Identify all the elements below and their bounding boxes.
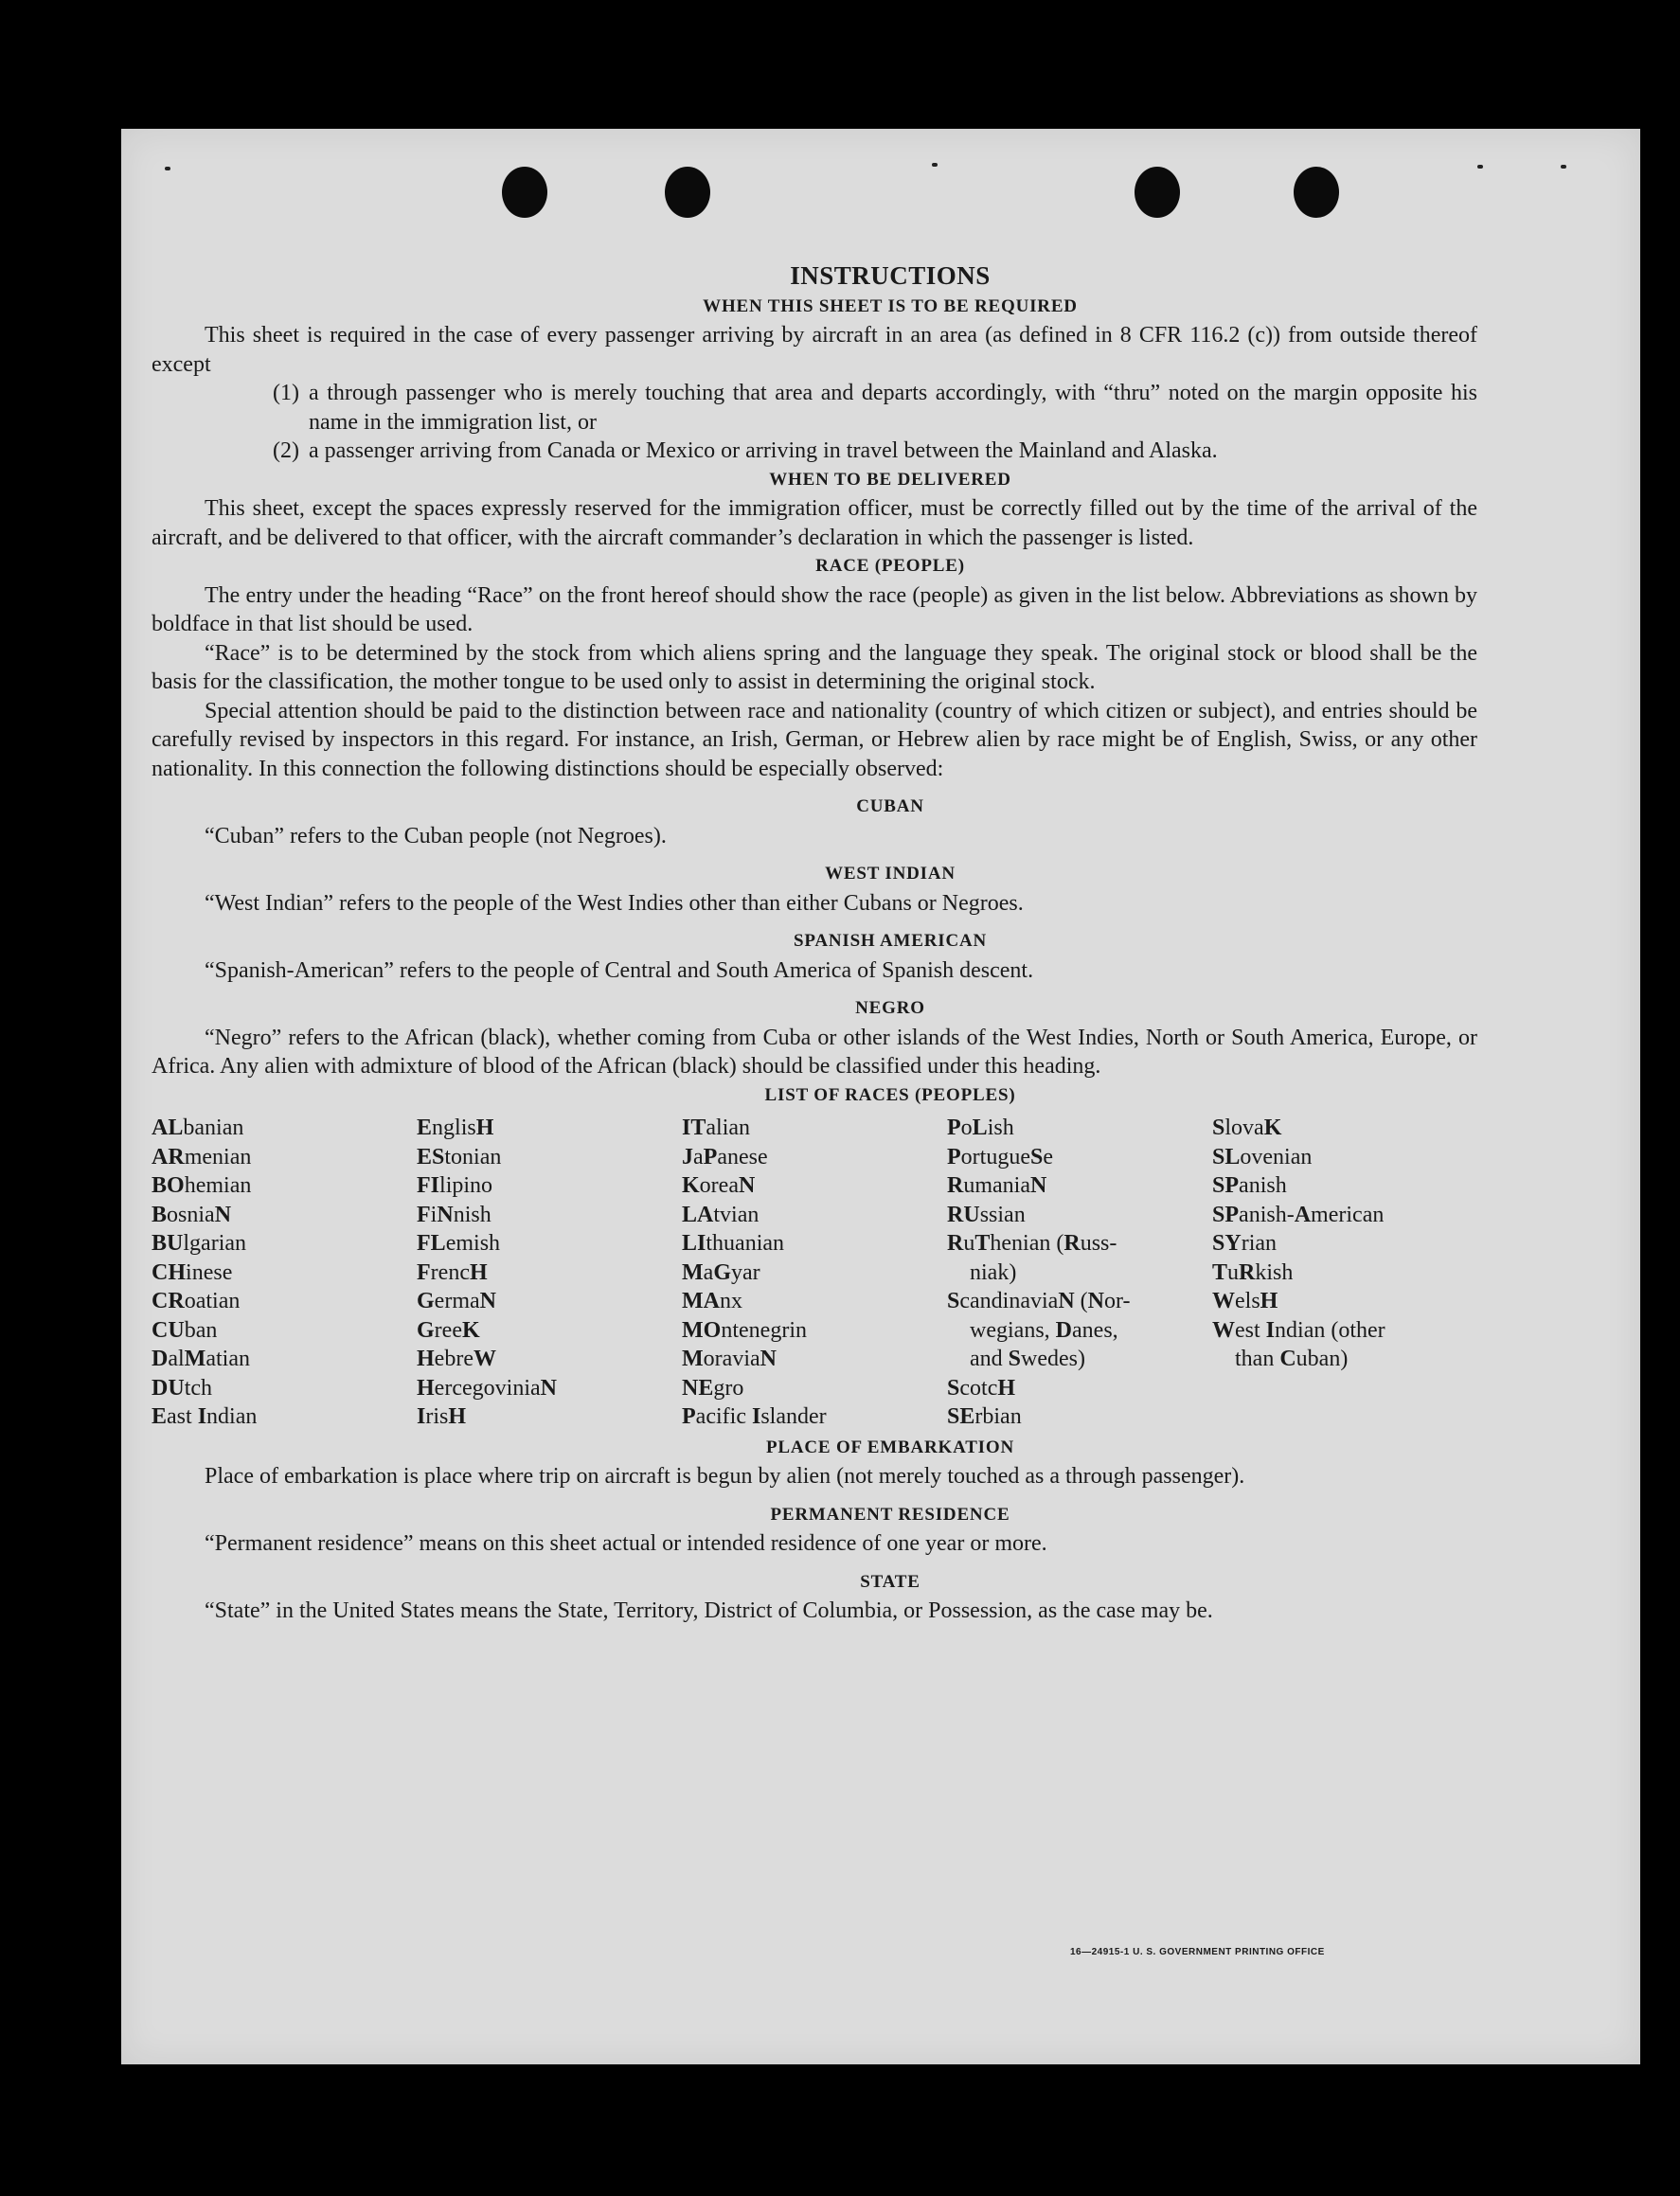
section-heading: CUBAN <box>856 796 924 816</box>
race-column <box>152 1114 417 1432</box>
speck <box>165 167 170 170</box>
race-entry: SPanish-American <box>1212 1202 1385 1227</box>
paragraph: This sheet is required in the case of every passenger arriving by aircraft in an area (as defined in 8 CFR 116.2 (c)) from outside thereof except <box>152 323 1477 377</box>
race-entry: and Swedes) <box>970 1347 1086 1371</box>
section-heading: PERMANENT RESIDENCE <box>770 1504 1010 1525</box>
paragraph: Place of embarkation is place where trip on aircraft is begun by alien (not merely touched as a through passenger). <box>205 1464 1245 1489</box>
paragraph: “Race” is to be determined by the stock from which aliens spring and the language they speak. The original stock or blood shall be the basis for the classification, the mother tongue to be used only to assist in determining the original stock. <box>152 640 1477 694</box>
race-entry: SYrian <box>1212 1231 1278 1256</box>
race-entry: RUssian <box>947 1202 1026 1227</box>
race-entry: HebreW <box>417 1347 496 1371</box>
paragraph: “Negro” refers to the African (black), whether coming from Cuba or other islands of the West Indies, North or South America, Europe, or Africa. Any alien with admixture of blood of the African (black) should be classified under this heading. <box>152 1025 1477 1079</box>
race-entry: BosniaN <box>152 1202 232 1227</box>
race-entry: ALbanian <box>152 1116 244 1140</box>
section-heading: RACE (PEOPLE) <box>815 556 965 576</box>
list-item <box>152 379 1477 437</box>
race-entry: GermaN <box>417 1289 496 1313</box>
race-entry: BUlgarian <box>152 1231 247 1256</box>
section-heading: WHEN THIS SHEET IS TO BE REQUIRED <box>703 295 1078 316</box>
section-heading: WHEN TO BE DELIVERED <box>769 469 1011 490</box>
race-entry: ScandinaviaN (Nor- <box>947 1289 1131 1313</box>
race-entry: GreeK <box>417 1317 480 1343</box>
section-heading: SPANISH AMERICAN <box>793 931 988 951</box>
race-entry: DUtch <box>152 1375 213 1401</box>
speck <box>1561 165 1566 169</box>
punch-hole <box>1294 167 1339 218</box>
race-column <box>947 1114 1212 1432</box>
item-text: a passenger arriving from Canada or Mexico or arriving in travel between the Mainland and Alaska. <box>309 438 1218 463</box>
paragraph: “Cuban” refers to the Cuban people (not Negroes). <box>205 823 667 848</box>
race-entry: RumaniaN <box>947 1173 1047 1198</box>
item-number: (2) <box>273 438 299 463</box>
race-entry: CRoatian <box>152 1289 241 1313</box>
race-entry: SLovenian <box>1212 1144 1313 1169</box>
paragraph: “Spanish-American” refers to the people of Central and South America of Spanish descent. <box>205 957 1034 983</box>
race-entry: HercegoviniaN <box>417 1375 557 1401</box>
item-number: (1) <box>273 381 299 405</box>
race-entry: niak) <box>970 1259 1017 1285</box>
race-entry: LIthuanian <box>682 1231 785 1256</box>
race-entry: ScotcH <box>947 1375 1016 1401</box>
race-entry: BOhemian <box>152 1173 252 1198</box>
race-entry: KoreaN <box>682 1173 756 1198</box>
race-entry: ITalian <box>682 1116 751 1140</box>
race-entry: PortugueSe <box>947 1144 1054 1169</box>
race-entry: CUban <box>152 1317 218 1343</box>
race-entry: WelsH <box>1212 1289 1278 1313</box>
race-entry: EStonian <box>417 1144 502 1169</box>
race-entry: West Indian (other <box>1212 1317 1385 1343</box>
race-column <box>682 1114 947 1432</box>
race-entry: SPanish <box>1212 1173 1287 1198</box>
paragraph: “West Indian” refers to the people of the West Indies other than either Cubans or Negroes. <box>205 890 1024 916</box>
race-entry: SlovaK <box>1212 1116 1282 1140</box>
document-sheet <box>121 129 1640 2064</box>
race-entry: MoraviaN <box>682 1347 777 1371</box>
race-entry: FIlipino <box>417 1173 493 1198</box>
race-entry: IrisH <box>417 1404 467 1429</box>
item-text: a through passenger who is merely touching that area and departs accordingly, with “thru” noted on the margin opposite his name in the immigration list, or <box>309 381 1477 435</box>
section-heading: WEST INDIAN <box>825 864 956 884</box>
race-entry: TuRkish <box>1212 1259 1294 1285</box>
list-item <box>152 437 1477 466</box>
race-entry: LAtvian <box>682 1202 760 1227</box>
section-heading: NEGRO <box>855 998 925 1018</box>
race-entry: JaPanese <box>682 1144 768 1169</box>
race-entry: ARmenian <box>152 1144 252 1169</box>
race-entry: RuThenian (Russ- <box>947 1231 1117 1256</box>
race-entry: PoLish <box>947 1116 1014 1140</box>
race-entry: NEgro <box>682 1375 744 1401</box>
race-entry: EnglisH <box>417 1116 494 1140</box>
paragraph: “Permanent residence” means on this sheet actual or intended residence of one year or more. <box>205 1531 1047 1556</box>
race-column <box>1212 1114 1477 1432</box>
race-entry: FLemish <box>417 1231 501 1256</box>
punch-hole <box>502 167 547 218</box>
race-column <box>417 1114 682 1432</box>
punch-hole <box>665 167 710 218</box>
section-heading: PLACE OF EMBARKATION <box>766 1437 1014 1457</box>
race-list <box>152 1114 1477 1432</box>
paragraph: The entry under the heading “Race” on the front hereof should show the race (people) as given in the list below. Abbreviations as shown by boldface in that list should be used. <box>152 582 1477 636</box>
paragraph: This sheet, except the spaces expressly reserved for the immigration officer, must be correctly filled out by the time of the arrival of the aircraft, and be delivered to that officer, with the aircraft commander’s declaration in which the passenger is listed. <box>152 496 1477 550</box>
paragraph: “State” in the United States means the State, Territory, District of Columbia, or Possession, as the case may be. <box>205 1598 1213 1623</box>
race-entry: CHinese <box>152 1259 233 1285</box>
section-heading: STATE <box>860 1571 920 1592</box>
speck <box>1477 165 1483 169</box>
race-entry: DalMatian <box>152 1347 250 1371</box>
race-entry: MOntenegrin <box>682 1317 807 1343</box>
section-heading: LIST OF RACES (PEOPLES) <box>764 1084 1016 1105</box>
race-entry: wegians, Danes, <box>970 1317 1118 1343</box>
paragraph: Special attention should be paid to the distinction between race and nationality (country of which citizen or subject), and entries should be carefully revised by inspectors in this regard. For instance, an Irish, German, or Hebrew alien by race might be of English, Swiss, or any other nationality. In this connection the following distinctions should be especially observed: <box>152 698 1477 781</box>
race-entry: FrencH <box>417 1259 488 1285</box>
race-entry: MaGyar <box>682 1259 760 1285</box>
race-entry: MAnx <box>682 1289 742 1313</box>
speck <box>932 163 938 167</box>
race-entry: FiNnish <box>417 1202 491 1227</box>
punch-hole <box>1135 167 1180 218</box>
document-title: INSTRUCTIONS <box>790 261 991 290</box>
printer-imprint: 16—24915-1 U. S. GOVERNMENT PRINTING OFFICE <box>1070 1947 1325 1957</box>
race-entry: Pacific Islander <box>682 1404 827 1429</box>
race-entry: SErbian <box>947 1404 1022 1429</box>
instructions-content <box>152 261 1477 1626</box>
race-entry: than Cuban) <box>1235 1347 1349 1371</box>
race-entry: East Indian <box>152 1404 258 1429</box>
